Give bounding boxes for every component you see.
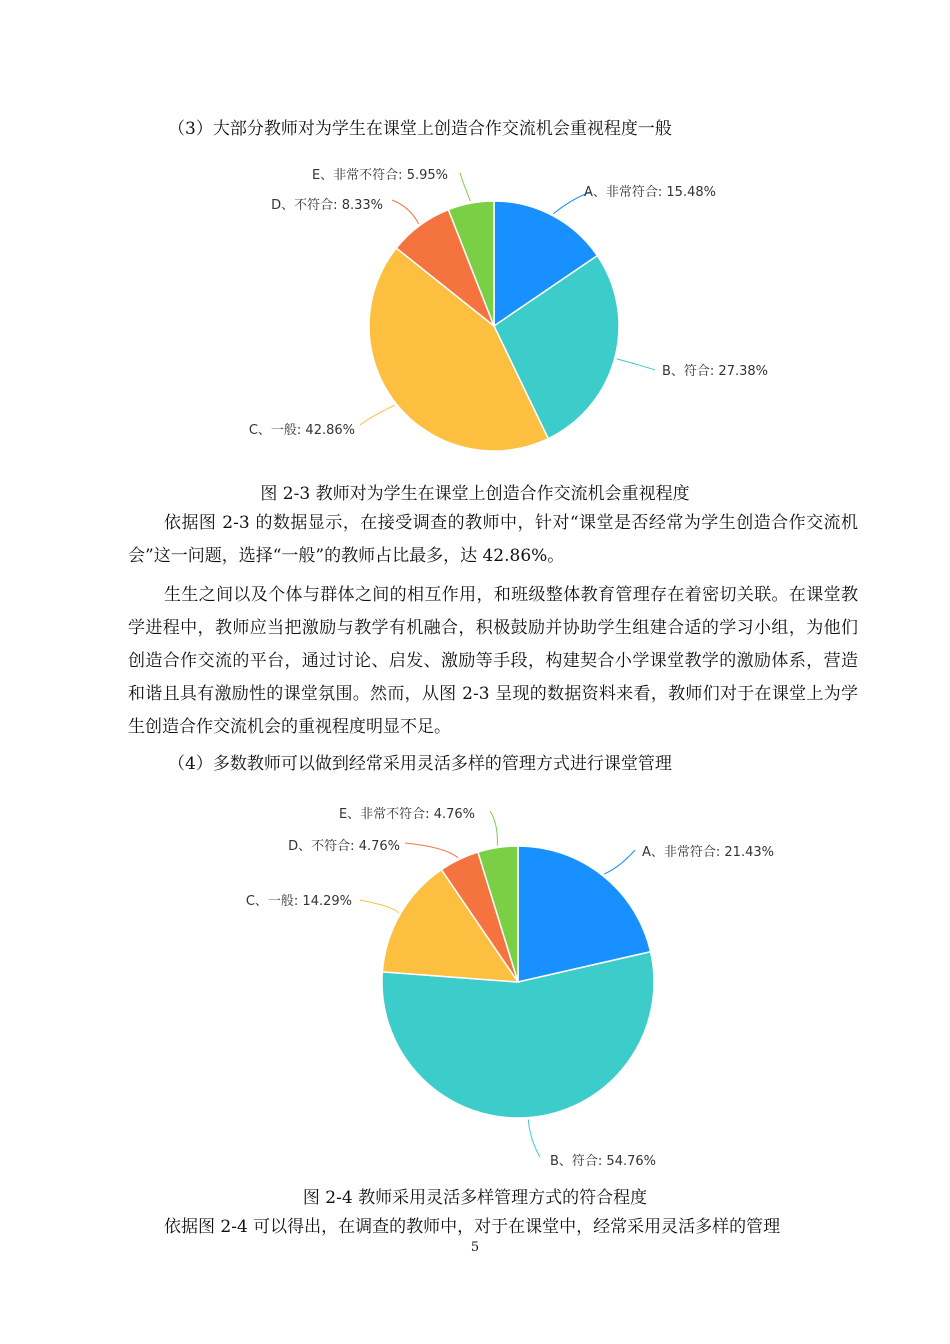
paragraph-2 [128, 579, 858, 744]
pie-label-3: C、一般: 42.86% [248, 423, 355, 438]
section-heading-3: （3）大部分教师对为学生在课堂上创造合作交流机会重视程度一般 [168, 119, 672, 139]
pie-label-1: A、非常符合: 15.48% [584, 185, 716, 200]
pie-leader-line-1 [604, 850, 635, 874]
pie-chart-2-3-svg [230, 155, 830, 465]
pie-leader-line-3 [360, 405, 395, 425]
pie-leader-line-2 [617, 359, 655, 370]
pie-label-2: B、符合: 27.38% [662, 364, 768, 379]
paragraph-2-text: 生生之间以及个体与群体之间的相互作用，和班级整体教育管理存在着密切关联。在课堂教学进程中，教师应当把激励与教学有机融合，积极鼓励并协助学生组建合适的学习小组，为他们创造合作交流的平台，通过讨论、启发、激励等手段，构建契合小学课堂教学的激励体系，营造和谐且具有激励性的课堂氛围。然而，从图 2-3 呈现的数据资料来看，教师们对于在课堂上为学生创造合作交流机会的重视程度明显不足。 [128, 585, 858, 737]
pie-label-1: A、非常符合: 21.43% [642, 845, 774, 860]
pie-label-5: E、非常不符合: 4.76% [338, 807, 475, 822]
page-number: 5 [470, 1240, 480, 1255]
pie-leader-line-5 [460, 173, 470, 201]
pie-label-5: E、非常不符合: 5.95% [311, 168, 448, 183]
paragraph-1-text: 依据图 2-3 的数据显示，在接受调查的教师中，针对“课堂是否经常为学生创造合作交流机会”这一问题，选择“一般”的教师占比最多，达 42.86%。 [128, 513, 858, 566]
pie-leader-line-3 [360, 900, 399, 913]
pie-label-3: C、一般: 14.29% [245, 894, 352, 909]
pie-chart-2-4 [220, 795, 840, 1175]
pie-chart-2-3 [230, 155, 830, 465]
section-heading-4: （4）多数教师可以做到经常采用灵活多样的管理方式进行课堂管理 [168, 754, 672, 774]
pie-label-2: B、符合: 54.76% [550, 1154, 656, 1169]
pie-leader-line-4 [392, 200, 419, 224]
pie-leader-line-2 [528, 1120, 540, 1157]
figure-caption-2-3: 图 2-3 教师对为学生在课堂上创造合作交流机会重视程度 [260, 484, 690, 504]
pie-label-4: D、不符合: 4.76% [288, 839, 400, 854]
pie-leader-line-4 [405, 843, 458, 858]
paragraph-3-text: 依据图 2-4 可以得出，在调查的教师中，对于在课堂中，经常采用灵活多样的管理 [164, 1217, 781, 1237]
figure-caption-2-4: 图 2-4 教师采用灵活多样管理方式的符合程度 [302, 1188, 648, 1208]
pie-chart-2-4-svg [220, 795, 840, 1175]
pie-leader-line-5 [490, 811, 497, 846]
pie-label-4: D、不符合: 8.33% [271, 198, 383, 213]
paragraph-1 [128, 507, 858, 573]
